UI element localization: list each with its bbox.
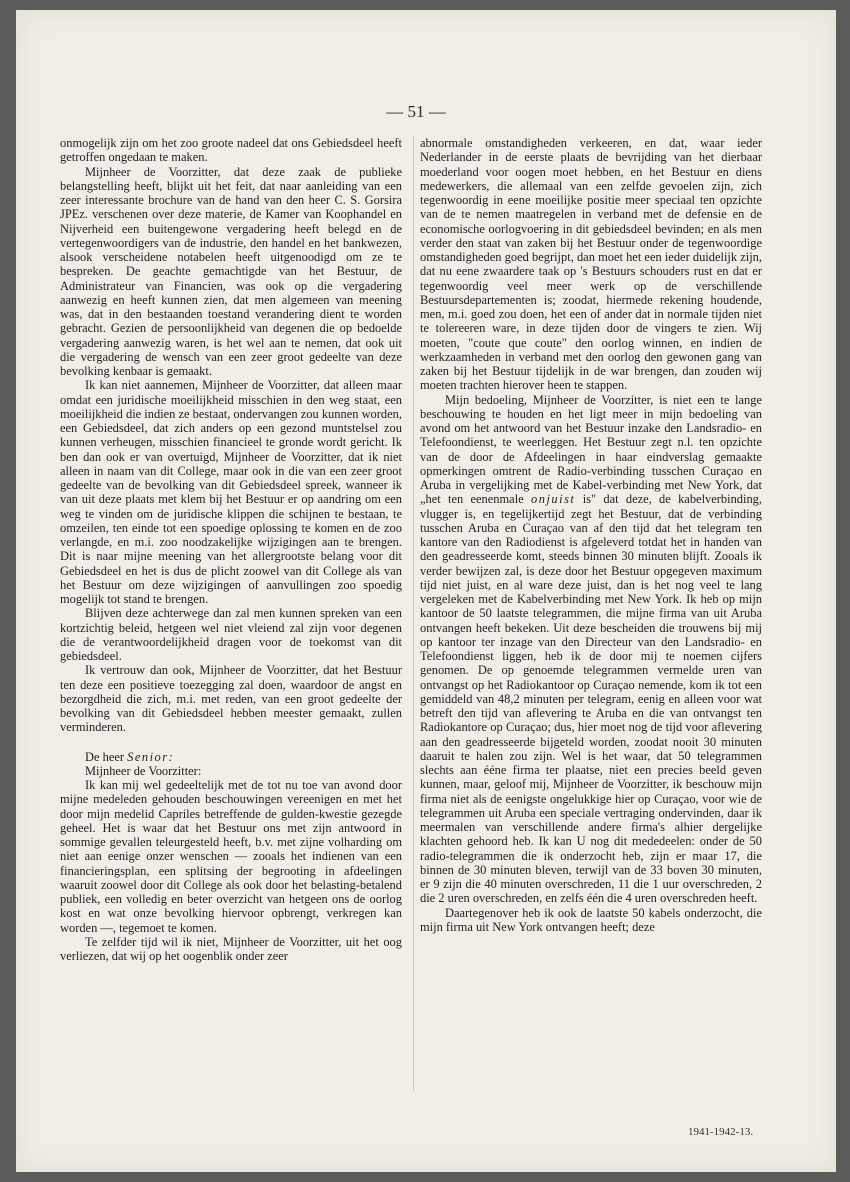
left-column bbox=[60, 136, 402, 963]
document-page bbox=[16, 10, 836, 1172]
footer-code: 1941-1942-13. bbox=[688, 1126, 754, 1138]
emphasis-text: onjuist bbox=[531, 492, 576, 507]
paragraph: Blijven deze achterwege dan zal men kunnen spreken van een kortzichtig beleid, hetgeen wel niet vleiend zal zijn voor degenen die de verantwoordelijkheid dragen voor de toekomst van dit gebiedsdeel. bbox=[60, 606, 402, 663]
paragraph: Daartegenover heb ik ook de laatste 50 kabels onderzocht, die mijn firma uit New York ontvangen heeft; deze bbox=[420, 905, 762, 934]
speaker-heading bbox=[60, 750, 402, 764]
paragraph bbox=[420, 393, 762, 906]
speaker-name: Senior: bbox=[127, 749, 175, 764]
paragraph: Ik vertrouw dan ook, Mijnheer de Voorzitter, dat het Bestuur ten deze een positieve toezegging zal doen, waardoor de angst en bezorgdheid die zich, m.i. met reden, van een groot gedeelte der bevolking van dit Gebiedsdeel hebben meester gemaakt, zullen verminderen. bbox=[60, 663, 402, 735]
paragraph-text: Mijn bedoeling, Mijnheer de Voorzitter, is niet een te lange beschouwing te houden en het ligt meer in mijn bedoeling van avond om het antwoord van het Bestuur inzake den Landsradio- en Telefoondienst, te weerleggen. Het Bestuur zegt n.l. ten opzichte van de door de Afdeelingen in haar eindverslag gemaakte opmerkingen omtrent de Radio-verbinding tusschen Curaçao en Aruba in vergelijking met de Kabel-verbinding met New York, dat „het ten eenenmale bbox=[420, 392, 762, 507]
paragraph: onmogelijk zijn om het zoo groote nadeel dat ons Gebiedsdeel heeft getroffen ongedaan te maken. bbox=[60, 136, 402, 165]
page-number: — 51 — bbox=[386, 102, 446, 121]
paragraph-text: is" dat deze, de kabelverbinding, vlugger is, en tegelijkertijd zegt het Bestuur, dat de verbinding tusschen Aruba en Curaçao van af den tijd dat het telegram ten kantore van den Radiodienst is afgeleverd totdat het in handen van den geadresseerde komt, steeds binnen 30 minuten blijft. Zooals ik verder bewijzen zal, is deze door het Bestuur opgegeven maximum tijd niet juist, en al ware deze juist, dan is het nog veel te lang vergeleken met de Kabelverbinding met New York. Ik heb op mijn kantoor de 50 laatste telegrammen, die mijne firma van uit Aruba ontvangen heeft bekeken. Uit deze bescheiden die trouwens bij mij op kantoor ter inzage van den Directeur van den Landsradio- en Telefoondienst liggen, heb ik de door mij te noemen cijfers genomen. De op genoemde telegrammen vermelde uren van ontvangst op het Radiokantoor op Curaçao nemende, kom ik tot een gemiddeld van 48,2 minuten per telegram, eenig en alleen voor wat betreft den tijd van aflevering te Aruba en die van ontvangst ten Radiokantore op Curaçao; dus, hier moet nog de tijd voor aflevering aan den geadresseerde bijgeteld worden, zoodat nooit 30 minuten daaruit te halen zou zijn. Wel is het waar, dat 50 telegrammen slechts aan ééne firma ter plaatse, niet een precies beeld geven kunnen, maar, geloof mij, Mijnheer de Voorzitter, ik beschouw mijn firma niet als de eenigste ongelukkige hier op Curaçao, voor wie de telegrammen uit Aruba een speciale vertraging ondervinden, daar ik meermalen van verschillende andere firma's alhier dergelijke klachten gehoord heb. Ik kan U nog dit mededeelen: onder de 50 radio-telegrammen die ik onderzocht heb, zijn er maar 17, die binnen de 30 minuten bleven, terwijl van de 33 boven 30 minuten, er 9 zijn die 40 minuten overschreden, 11 die 1 uur overschreden, 2 die 2 uren overschreden, en zelfs één die 4 uren overschreden heeft. bbox=[420, 492, 763, 906]
right-column bbox=[420, 136, 762, 934]
paragraph: abnormale omstandigheden verkeeren, en dat, waar ieder Nederlander in de eerste plaats de bevrijding van het dierbaar moederland voor oogen moet hebben, en het Bestuur en diens medewerkers, die allemaal van een zelfde gevoelen zijn, zich tegenwoordig in eene moeilijke positie meer speciaal ten opzichte van de te nemen maatregelen in verband met de defensie en de economische oorlogvoering in dit gebiedsdeel bevinden; en als men verder den staat van zaken bij het Bestuur onder de tegenwoordige omstandigheden goed begrijpt, dan moet het een ieder duidelijk zijn, dat nu eene zwaardere taak op 's Bestuurs schouders rust en dat er tegenwoordig veel meer werk op de verschillende Bestuursdepartementen is; zoodat, hiermede rekening houdende, men, m.i. goed zou doen, het een of ander dat in normale tijden niet te tolereeren ware, in deze tijden door de vingers te zien. Wij moeten, "coute que coute" den oorlog winnen, en indien de werkzaamheden in verband met den oorlog den gewonen gang van zaken bij het Bestuur tijdelijk in de war brengen, dan zouden wij moeten trachten hierover heen te stappen. bbox=[420, 136, 762, 393]
paragraph: Te zelfder tijd wil ik niet, Mijnheer de Voorzitter, uit het oog verliezen, dat wij op het oogenblik onder zeer bbox=[60, 934, 402, 963]
paragraph: Mijnheer de Voorzitter: bbox=[85, 763, 202, 778]
paragraph: Mijnheer de Voorzitter, dat deze zaak de publieke belangstelling heeft, blijkt uit het feit, dat naar aanleiding van een zeer interessante brochure van de hand van den heer C. S. Gorsira JPEz. verschenen over deze materie, de Kamer van Koophandel en Nijverheid een buitengewone vergadering heeft belegd en de vertegenwoordigers van de industrie, den handel en het bankwezen, alsook verscheidene notabelen heeft uitgenoodigd om ze te bespreken. De geachte gemachtigde van het Bestuur, de Administrateur van Financien, was ook op die vergadering aanwezig en heeft kunnen zien, dat men algemeen van meening was, dat in den bestaanden toestand verandering dient te worden gebracht. Gezien de persoonlijkheid van degenen die op bedoelde vergadering aanwezig waren, is het wel aan te nemen, dat ook uit die vergadering de wensch van een zeer groot gedeelte van deze bevolking kenbaar is gemaakt. bbox=[60, 164, 402, 378]
paragraph: Ik kan niet aannemen, Mijnheer de Voorzitter, dat alleen maar omdat een juridische moeilijkheid misschien in den weg staat, een moeilijkheid die indien ze bestaat, ondervangen zou kunnen worden, een Gebiedsdeel, dat zich anders op een gezond muntstelsel zou kunnen verheugen, misschien financieel te gronde wordt gericht. Ik ben dan ook er van overtuigd, Mijnheer de Voorzitter, dat ik niet alleen in naam van dit College, maar ook in die van een zeer groot gedeelte van de bevolking van dit Gebiedsdeel spreek, wanneer ik van uit deze plaats met klem bij het Bestuur er op aandring om een weg te vinden om de juridische klippen die schijnen te bestaan, te omzeilen, ten einde tot een spoedige oplossing te komen en de zoo verlangde, en m.i. zoo noodzakelijke wijzigingen aan te brengen. Dit is naar mijne meening van het allergrootste belang voor dit Gebiedsdeel en het is dus de plicht zoowel van dit College als van het Bestuur om deze wijzigingen of aanvullingen zoo spoedig mogelijk tot stand te brengen. bbox=[60, 378, 402, 606]
paragraph: Ik kan mij wel gedeeltelijk met de tot nu toe van avond door mijne medeleden gehouden beschouwingen vereenigen en met het door mijn medelid Capriles betreffende de gulden-kwestie gezegde geheel. Het is waar dat het Bestuur ons met zijn antwoord in sommige gevallen teleurgesteld heeft, b.v. met zijne volharding om niet aan eenige onzer wenschen — zooals het indienen van een financieringsplan, een splitsing der begrooting in afdeelingen waaruit zoowel door dit College als ook door het belasting-betalend publiek, een volledig en beter overzicht van hetgeen ons de oorlog kost en wat onze bevolking hiervoor opbrengt, verkregen kan worden —, tegemoet te komen. bbox=[60, 778, 402, 935]
speaker-intro: De heer bbox=[85, 749, 125, 764]
column-divider bbox=[413, 136, 414, 1091]
